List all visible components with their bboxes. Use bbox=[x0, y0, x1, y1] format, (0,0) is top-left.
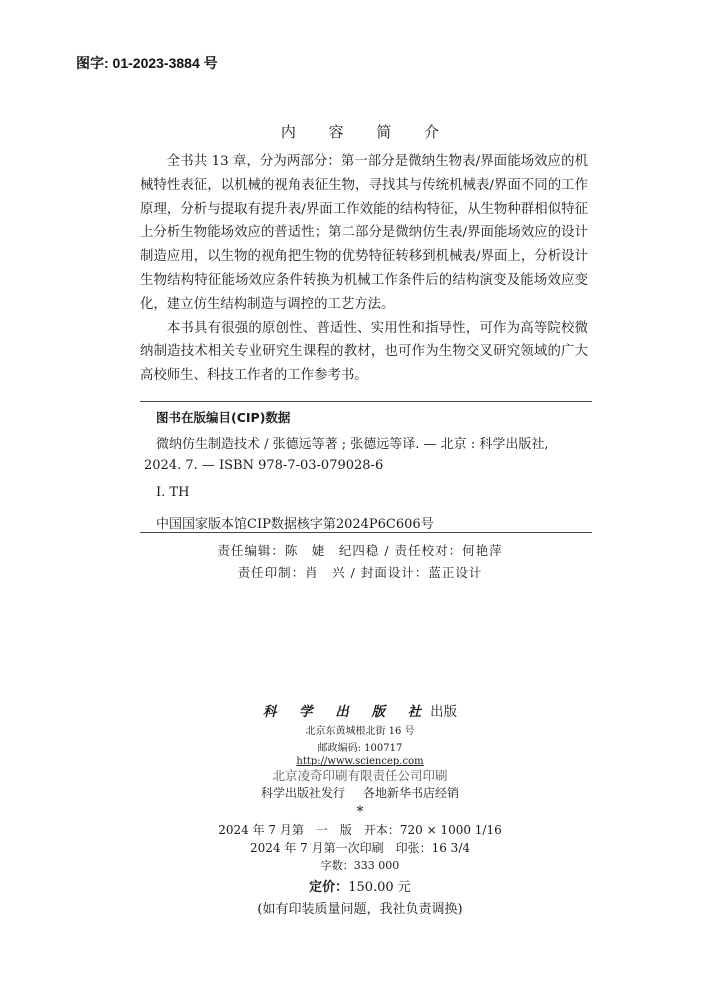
edition-line-1: 2024 年 7 月第 一 版 开本：720 × 1000 1/16 bbox=[218, 823, 502, 837]
cip-title: 图书在版编目(CIP)数据 bbox=[156, 410, 291, 425]
staff-line-editors: 责任编辑：陈 婕 纪四稳 / 责任校对：何艳萍 bbox=[217, 543, 503, 558]
price-value: 150.00 元 bbox=[348, 880, 411, 895]
cip-title-line: 微纳仿生制造技术 / 张德远等著 ; 张德远等译. — 北京 : 科学出版社, bbox=[156, 437, 549, 452]
cip-classification: Ⅰ. TH bbox=[156, 485, 190, 500]
cip-data-block bbox=[140, 401, 592, 533]
printer-line: 北京凌奇印刷有限责任公司印刷 bbox=[272, 768, 448, 783]
intro-paragraph-2: 本书具有很强的原创性、普适性、实用性和指导性，可作为高等院校微纳制造技术相关专业研究生课程的教材，也可作为生物交叉研究领域的广大高校师生、科技工作者的工作参考书。 bbox=[140, 320, 588, 384]
distribution-line bbox=[0, 784, 720, 801]
cip-isbn-line: 2024. 7. — ISBN 978-7-03-079028-6 bbox=[144, 458, 384, 473]
cip-check-number: 中国国家版本馆CIP数据核字第2024P6C606号 bbox=[156, 517, 434, 532]
intro-heading: 内 容 简 介 bbox=[280, 123, 454, 141]
separator-star: * bbox=[356, 804, 364, 820]
publisher-postal-code: 邮政编码: 100717 bbox=[317, 743, 403, 754]
registration-number: 图字: 01-2023-3884 号 bbox=[76, 55, 218, 71]
quality-note: (如有印装质量问题，我社负责调换) bbox=[257, 902, 463, 917]
publisher-url[interactable]: http://www.sciencep.com bbox=[296, 756, 424, 767]
publisher-address: 北京东黄城根北街 16 号 bbox=[305, 726, 415, 737]
distribution-left: 科学出版社发行 bbox=[260, 786, 345, 800]
distribution-right: 各地新华书店经销 bbox=[363, 786, 460, 800]
price-label: 定价： bbox=[309, 880, 349, 895]
publisher-suffix: 出版 bbox=[430, 704, 458, 720]
staff-line-production: 责任印制：肖 兴 / 封面设计：蓝正设计 bbox=[237, 565, 483, 580]
intro-paragraph-1: 全书共 13 章，分为两部分：第一部分是微纳生物表/界面能场效应的机械特性表征，以机械的视角表征生物，寻找其与传统机械表/界面不同的工作原理，分析与提取有提升表/界面工作效能的结构特征，从生物种群相似特征上分析生物能场效应的普适性；第二部分是微纳仿生表/界面能场效应的设计制造应用，以生物的视角把生物的优势特征转移到机械表/界面上，分析设计生物结构特征能场效应条件转换为机械工作条件后的结构演变及能场效应变化，建立仿生结构制造与调控的工艺方法。 bbox=[140, 154, 588, 312]
intro-text bbox=[140, 150, 588, 388]
price-line bbox=[0, 876, 720, 895]
publisher-logo-text: 科 学 出 版 社 bbox=[262, 704, 431, 720]
publisher-name bbox=[0, 700, 720, 720]
word-count: 字数：333 000 bbox=[320, 859, 400, 872]
edition-line-2: 2024 年 7 月第一次印刷 印张：16 3/4 bbox=[249, 841, 470, 855]
